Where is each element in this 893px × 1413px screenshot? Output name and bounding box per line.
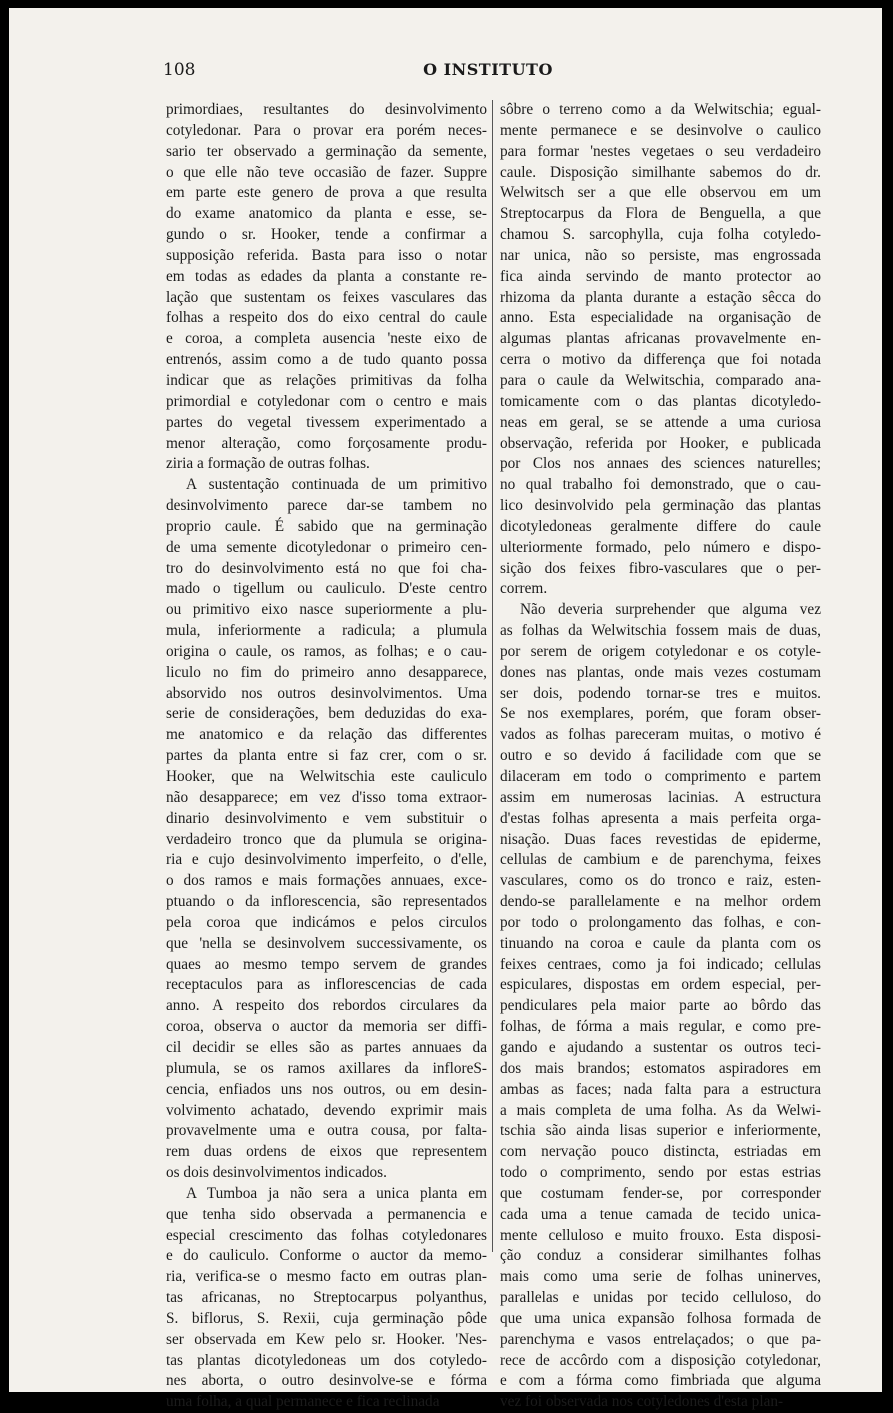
- text-line: feixes centraes, como ja foi indicado; cellulas: [500, 955, 821, 973]
- text-line: receptaculos para as inflorescencias de cada: [166, 976, 487, 994]
- text-line: caule. Disposição similhante sabemos do dr.: [500, 163, 821, 181]
- text-line: dicotyledoneas geralmente differe do caule: [500, 517, 821, 535]
- text-line: mente celluloso e muito frouxo. Esta disposi-: [500, 1226, 821, 1244]
- text-line: por todo o prolongamento das folhas, e con-: [500, 913, 821, 931]
- text-line: lico desinvolvido pela germinação das plantas: [500, 497, 821, 515]
- text-line: vados as folhas pareceram muitas, o motivo é: [500, 726, 821, 744]
- text-line: tschia são ainda lisas superior e inferiormente,: [500, 1122, 821, 1140]
- text-line: por Clos nos annaes des sciences naturelles;: [500, 455, 821, 473]
- text-line: plumula, se os ramos axillares da infloreS-: [166, 1059, 487, 1077]
- text-line: sario ter observado a germinação da semente,: [166, 142, 487, 160]
- text-line: origina o caule, os ramos, as folhas; e o cau-: [166, 642, 487, 660]
- text-line: do exame anatomico da planta e esse, se-: [166, 205, 487, 223]
- text-line: menor alteração, como forçosamente produ-: [166, 434, 487, 452]
- text-line: uma folha, a qual permanece e fica reclinada: [166, 1393, 440, 1411]
- text-line: para formar 'nestes vegetaes o seu verdadeiro: [500, 142, 821, 160]
- text-line: ziria a formação de outras folhas.: [166, 455, 370, 473]
- text-line: proprio caule. É sabido que na germinação: [166, 517, 487, 535]
- text-line: outro e so devido á facilidade com que se: [500, 747, 821, 765]
- text-line: Hooker, que na Welwitschia este cauliculo: [166, 768, 487, 785]
- text-line: nar unica, não so persiste, mas engrossada: [500, 246, 821, 264]
- text-line: neas em geral, se se attende a uma curiosa: [500, 413, 821, 431]
- text-line: algumas plantas africanas provavelmente en-: [500, 330, 821, 348]
- text-line: absorvido nos outros desinvolvimentos. Uma: [166, 684, 487, 702]
- page-number: 108: [163, 60, 196, 80]
- text-line: as folhas da Welwitschia fossem mais de duas,: [500, 622, 821, 640]
- text-line: mente permanece e se desinvolve o caulico: [500, 121, 821, 139]
- text-line: ser dois, podendo tornar-se tres e muitos.: [500, 684, 821, 702]
- text-line: cada uma a tenue camada de tecido unica-: [500, 1205, 821, 1223]
- text-line: de uma semente dicotyledonar o primeiro cen-: [166, 538, 487, 556]
- text-line: fica ainda servindo de manto protector ao: [500, 267, 821, 285]
- text-line: a mais completa de uma folha. As da Welwi-: [500, 1101, 821, 1119]
- text-line: mula, inferiormente a radicula; a plumula: [166, 622, 487, 640]
- text-line: que costumam fender-se, por corresponder: [500, 1184, 821, 1202]
- text-line: cellulas de cambium e de parenchyma, feixes: [500, 851, 821, 869]
- text-line: tomicamente com o das plantas dicotyledo-: [500, 392, 821, 410]
- text-line: coroa, observa o auctor da memoria ser diffi-: [166, 1018, 487, 1036]
- text-line: em parte este genero de prova a que resulta: [166, 184, 487, 202]
- text-line: por serem de origem cotyledonar e os cotyle-: [500, 642, 821, 660]
- text-line: dinario desinvolvimento e vem substituir o: [166, 809, 487, 827]
- text-line: Streptocarpus da Flora de Benguella, a que: [500, 205, 821, 223]
- text-line: sôbre o terreno como a da Welwitschia; egual-: [500, 101, 821, 118]
- text-line: mado o tigellum ou cauliculo. D'este centro: [166, 580, 487, 598]
- text-line: em todas as edades da planta a constante re-: [166, 267, 487, 285]
- text-line: primordiaes, resultantes do desinvolvimento: [166, 101, 487, 118]
- right-text-column: [500, 100, 821, 1413]
- text-line: d'estas folhas apresenta a mais perfeita orga-: [500, 809, 821, 827]
- text-line: que tenha sido observada a permanencia e: [166, 1205, 487, 1223]
- text-line: serie de considerações, bem deduzidas do exa-: [166, 705, 487, 723]
- text-line: pendiculares pela maior parte ao bôrdo das: [500, 997, 821, 1015]
- text-line: cencia, enfiados uns nos outros, ou em desin-: [166, 1080, 487, 1098]
- text-line: folhas a respeito dos do eixo central do caule: [166, 309, 487, 327]
- text-line: ção conduz a considerar similhantes folhas: [500, 1247, 821, 1265]
- text-line: cotyledonar. Para o provar era porém neces-: [166, 121, 487, 139]
- text-line: indicar que as relações primitivas da folha: [166, 371, 487, 389]
- text-line: sição dos feixes fibro-vasculares que o per-: [500, 559, 821, 577]
- text-line: e do cauliculo. Conforme o auctor da memo-: [166, 1247, 487, 1265]
- left-text-column: [166, 100, 487, 1413]
- running-title: O INSTITUTO: [423, 60, 553, 79]
- text-line: tas plantas dicotyledoneas um dos cotyledo-: [166, 1351, 487, 1369]
- text-line: desinvolvimento parece dar-se tambem no: [166, 497, 487, 515]
- text-line: pela coroa que indicámos e pelos circulos: [166, 913, 487, 931]
- text-line: cil decidir se elles são as partes annuaes da: [166, 1038, 487, 1056]
- text-line: o que elle não teve occasião de fazer. Suppre: [166, 163, 487, 181]
- text-line: Welwitsch ser a que elle observou em um: [500, 184, 821, 202]
- text-line: provavelmente uma e outra cousa, por falta-: [166, 1122, 487, 1140]
- text-line: tinuando na coroa e caule da planta com os: [500, 934, 821, 952]
- text-line: nes aborta, o outro desinvolve-se e fórma: [166, 1372, 487, 1390]
- text-line: anno. A respeito dos rebordos circulares da: [166, 997, 487, 1015]
- text-line: ambas as faces; nada falta para a estructura: [500, 1080, 821, 1098]
- text-line: não desapparece; em vez d'isso toma extraor-: [166, 788, 487, 806]
- text-line: A sustentação continuada de um primitivo: [186, 476, 487, 494]
- text-line: entrenós, assim como a de tudo quanto possa: [166, 351, 487, 369]
- text-line: assim em numerosas lacinias. A estructura: [500, 788, 821, 806]
- text-line: volvimento achatado, devendo exprimir mais: [166, 1101, 487, 1119]
- text-line: dilaceram em todo o comprimento e partem: [500, 768, 821, 785]
- text-line: todo o comprimento, sendo por estas estrias: [500, 1164, 821, 1182]
- text-line: partes do vegetal tivessem experimentado a: [166, 413, 487, 431]
- text-line: liculo no fim do primeiro anno desapparece,: [166, 663, 487, 681]
- text-line: dendo-se parallelamente e na melhor ordem: [500, 893, 821, 911]
- text-line: ser observada em Kew pelo sr. Hooker. 'Nes-: [166, 1330, 487, 1348]
- text-line: especial crescimento das folhas cotyledonares: [166, 1226, 487, 1244]
- text-line: rem duas ordens de eixos que representem: [166, 1143, 487, 1161]
- text-line: e coroa, a completa ausencia 'neste eixo de: [166, 330, 487, 348]
- text-line: rhizoma da planta durante a estação sêcca do: [500, 288, 821, 306]
- text-line: ria, verifica-se o mesmo facto em outras plan-: [166, 1268, 487, 1286]
- text-line: gundo o sr. Hooker, tende a confirmar a: [166, 226, 487, 244]
- text-line: correm.: [500, 580, 548, 598]
- page-header: [158, 60, 818, 86]
- text-line: Não deveria surprehender que alguma vez: [520, 601, 821, 619]
- text-line: S. biflorus, S. Rexii, cuja germinação pôde: [166, 1309, 487, 1327]
- text-line: no qual trabalho foi demonstrado, que o cau-: [500, 476, 821, 494]
- text-line: vez foi observada nos cotyledones d'esta plan-: [500, 1393, 784, 1411]
- text-line: que uma unica expansão folhosa formada de: [500, 1309, 821, 1327]
- text-line: A Tumboa ja não sera a unica planta em: [186, 1184, 487, 1202]
- text-line: chamou S. sarcophylla, cuja folha cotyledo-: [500, 226, 821, 244]
- text-line: quaes ao mesmo tempo servem de grandes: [166, 955, 487, 973]
- text-line: verdadeiro tronco que da plumula se origina-: [166, 830, 487, 848]
- text-line: Se nos exemplares, porém, que foram obser-: [500, 705, 821, 723]
- text-line: tas africanas, no Streptocarpus polyanthus,: [166, 1289, 487, 1307]
- text-line: me anatomico e da relação das differentes: [166, 726, 487, 744]
- text-line: tro do desinvolvimento está no que foi cha-: [166, 559, 487, 577]
- text-line: para o caule da Welwitschia, comparado ana-: [500, 371, 821, 389]
- text-line: que 'nella se desinvolvem successivamente, os: [166, 934, 487, 952]
- text-line: parenchyma e vasos entrelaçados; o que pa-: [500, 1330, 821, 1348]
- text-line: cerra o motivo da differença que foi notada: [500, 351, 821, 369]
- text-line: os dois desinvolvimentos indicados.: [166, 1164, 387, 1182]
- text-line: espiculares, dispostas em ordem especial, per-: [500, 976, 821, 994]
- text-line: o dos ramos e mais formações annuaes, exce-: [166, 872, 487, 890]
- text-line: parallelas e unidas por tecido celluloso, do: [500, 1289, 821, 1307]
- text-line: ou primitivo eixo nasce superiormente a plu-: [166, 601, 487, 619]
- text-line: gando e ajudando a sustentar os outros teci-: [500, 1038, 821, 1056]
- column-divider: [492, 100, 493, 1252]
- text-line: ptuando o da inflorescencia, são representados: [166, 893, 487, 911]
- text-line: dos mais brandos; estomatos aspiradores em: [500, 1059, 821, 1077]
- text-line: lação que sustentam os feixes vasculares das: [166, 288, 487, 306]
- text-line: folhas, de fórma a mais regular, e como pre-: [500, 1018, 821, 1036]
- text-line: supposição referida. Basta para isso o notar: [166, 246, 487, 264]
- text-line: ulteriormente formado, pelo número e dispo-: [500, 538, 821, 556]
- text-line: ria e cujo desinvolvimento imperfeito, o d'elle,: [166, 851, 487, 869]
- text-line: e com a fórma como fimbriada que alguma: [500, 1372, 821, 1390]
- text-line: vasculares, como os do tronco e raiz, esten-: [500, 872, 821, 890]
- text-line: anno. Esta especialidade na organisação de: [500, 309, 821, 327]
- text-line: com nervação pouco distincta, estriadas em: [500, 1143, 821, 1161]
- text-line: mais como uma serie de folhas uninerves,: [500, 1268, 821, 1286]
- text-line: observação, referida por Hooker, e publicada: [500, 434, 821, 452]
- text-line: dones nas plantas, onde mais vezes costumam: [500, 663, 821, 681]
- text-line: rece de accôrdo com a disposição cotyledonar,: [500, 1351, 821, 1369]
- text-line: nisação. Duas faces revestidas de epiderme,: [500, 830, 821, 848]
- text-line: partes da planta entre si faz crer, com o sr.: [166, 747, 487, 765]
- text-line: primordial e cotyledonar com o centro e mais: [166, 392, 487, 410]
